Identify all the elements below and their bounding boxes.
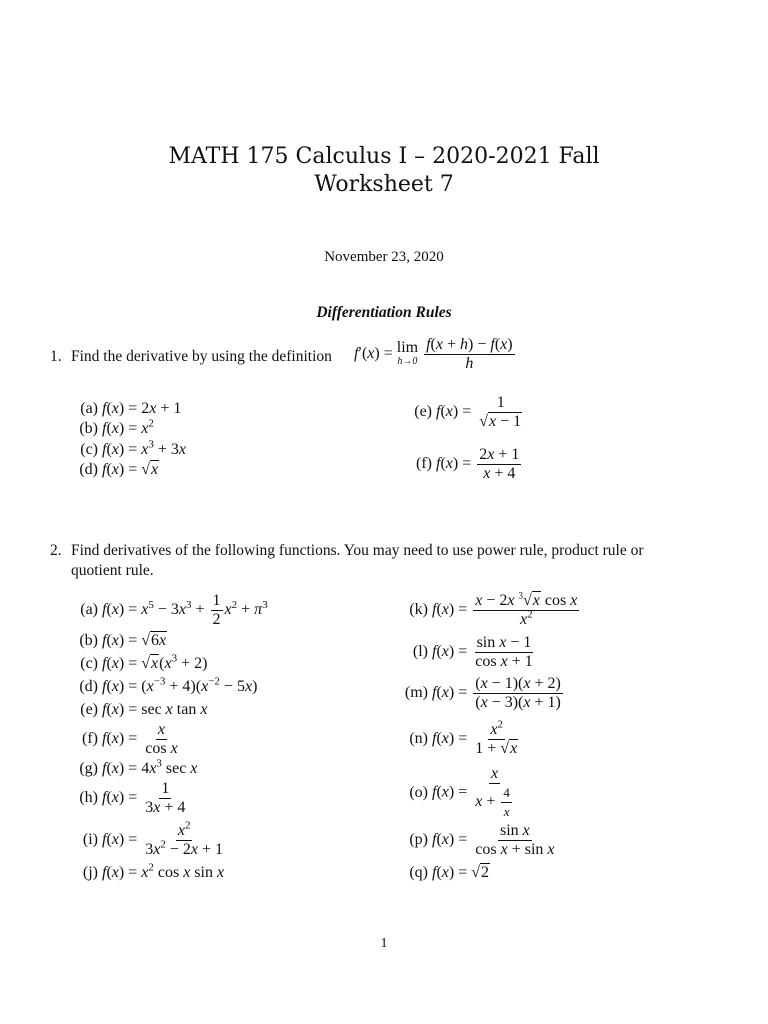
q2-item-m: (m) f(x) = $\frac{(x - 1)(x + 2)}{(x - 3)(x + 1)}$ xyxy=(404,675,561,711)
q2-item-c: (c) $f(x) = √x(x^3 + 2)$ xyxy=(80,652,208,672)
q2-item-a: (a) $f(x) = x^5 - 3x^3$ + $\frac{1}{2}$ $x^2 + \pi^3$ xyxy=(80,592,268,628)
q1-item-d: (d) f(x) = √x xyxy=(79,461,159,478)
doc-title-line1: MATH 175 Calculus I – 2020-2021 Fall xyxy=(168,144,600,169)
section-heading: Differentiation Rules xyxy=(316,304,452,321)
q2-item-q: (q) f(x) = √2 xyxy=(409,864,490,881)
q2-item-n: (n) f(x) = $\frac{x^2}{1 + √x}$ xyxy=(409,718,518,757)
q1-item-a: (a) f(x) = 2x + 1 xyxy=(80,400,182,417)
q1-item-e: (e) f(x) = $\frac{1}{√x - 1}$ xyxy=(414,394,522,430)
q2-item-b: (b) f(x) = √6x xyxy=(79,632,167,649)
q2-item-k: (k) f(x) = $\frac{x - 2x ^3√x \cos x}{x^2}$ xyxy=(409,590,578,628)
q1-definition-formula: f′(x) = lim h→0 $\frac{f(x + h) - f(x)}{h}$ xyxy=(354,336,513,372)
q2-item-f: (f) f(x) = $\frac{x}{\text{cos x}}$ xyxy=(82,721,178,757)
page-number: 1 xyxy=(380,936,388,951)
doc-title-line2: Worksheet 7 xyxy=(314,172,454,197)
q2-item-e: (e) f(x) = sec x tan x xyxy=(80,701,208,718)
q2-text-line2: quotient rule. xyxy=(71,562,154,579)
q2-item-p: (p) f(x) = $\frac{\text{sin x}}{\text{cos x + sin x}}$ xyxy=(409,822,555,858)
doc-date: November 23, 2020 xyxy=(324,249,444,265)
q2-item-l: (l) f(x) = $\frac{\text{sin x − 1}}{\text{cos x + 1}}$ xyxy=(412,634,533,670)
q2-number: 2. xyxy=(50,542,62,559)
q1-number: 1. xyxy=(50,348,62,365)
q2-text-line1: Find derivatives of the following functions. You may need to use power rule, product rule or xyxy=(71,542,644,559)
q1-text: Find the derivative by using the definition xyxy=(71,348,332,365)
q2-item-i: (i) f(x) = $\frac{x^2}{3x^2 - 2x + 1}$ xyxy=(82,819,224,858)
q2-item-g: (g) $f(x) = 4x^3$ sec x xyxy=(79,757,198,777)
q1-item-b: (b) $f(x) = x^2$ xyxy=(79,417,154,437)
q2-item-j: (j) $f(x) = x^2$ cos x sin x xyxy=(82,861,225,881)
q1-item-c: (c) $f(x) = x^3 + 3x$ xyxy=(80,438,186,458)
q1-item-f: (f) f(x) = $\frac{2x + 1}{x + 4}$ xyxy=(416,446,520,482)
q2-item-h: (h) f(x) = $\frac{1}{3x + 4}$ xyxy=(79,780,186,816)
q2-item-d: (d) $f(x) = (x^{-3} + 4)(x^{-2} - 5x)$ xyxy=(79,675,258,695)
q2-item-o: (o) f(x) = x x + $\frac{4}{x}$ xyxy=(409,765,510,819)
